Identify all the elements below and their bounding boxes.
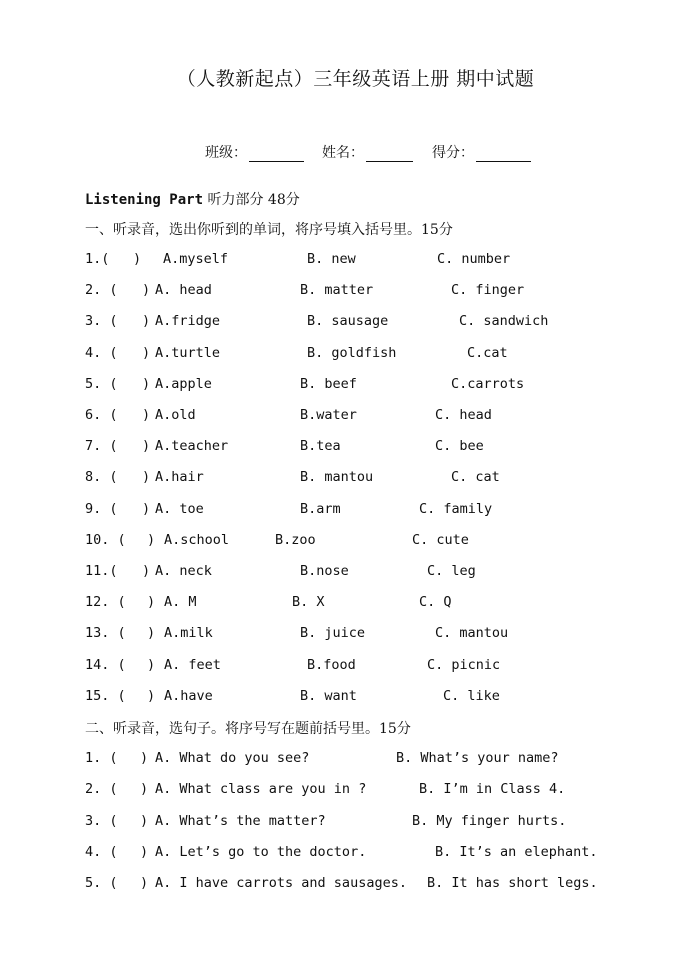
option-b: B. X	[292, 594, 325, 611]
answer-bracket[interactable]: )	[140, 750, 149, 766]
option-a: A. What class are you in ?	[155, 781, 367, 798]
option-a: A. What’s the matter?	[155, 812, 326, 829]
answer-bracket[interactable]: )	[147, 531, 156, 548]
name-label: 姓名：	[322, 145, 364, 161]
score-label: 得分：	[432, 145, 474, 161]
option-b: B. mantou	[300, 469, 374, 486]
question-row	[85, 844, 645, 864]
option-a: A.have	[164, 687, 213, 704]
question-number: 5. (	[85, 875, 118, 892]
option-b: B.food	[307, 656, 356, 673]
option-b: B. My finger hurts.	[412, 812, 567, 829]
listening-part-zh: 听力部分 48分	[203, 192, 300, 208]
option-b: B. sausage	[307, 313, 389, 330]
option-c: C. number	[437, 251, 511, 267]
option-a: A. toe	[155, 500, 204, 517]
score-field	[432, 142, 531, 162]
answer-bracket[interactable]: )	[142, 313, 151, 330]
question-row	[85, 688, 645, 708]
question-number: 7. (	[85, 438, 118, 455]
option-a: A.hair	[155, 469, 204, 486]
option-b: B.nose	[300, 563, 349, 579]
option-a: A. I have carrots and sausages.	[155, 875, 407, 892]
option-c: C. Q	[419, 594, 452, 611]
answer-bracket[interactable]: )	[147, 687, 156, 704]
question-number: 6. (	[85, 407, 118, 423]
section1-heading: 一、听录音，选出你听到的单词，将序号填入括号里。15分	[85, 222, 453, 238]
answer-bracket[interactable]: )	[140, 875, 149, 892]
option-c: C.carrots	[451, 375, 525, 392]
answer-bracket[interactable]: )	[140, 812, 149, 829]
question-number: 8. (	[85, 469, 118, 486]
score-blank[interactable]	[476, 146, 531, 162]
option-a: A.myself	[163, 251, 229, 267]
question-row	[85, 781, 645, 801]
option-a: A. M	[164, 594, 197, 611]
question-number: 9. (	[85, 500, 118, 517]
option-b: B. It has short legs.	[427, 875, 598, 892]
question-number: 1. (	[85, 750, 118, 766]
option-a: A.teacher	[155, 438, 229, 455]
answer-bracket[interactable]: )	[133, 251, 142, 267]
question-number: 15. (	[85, 687, 126, 704]
question-number: 4. (	[85, 344, 118, 361]
option-b: B. juice	[300, 625, 366, 642]
question-number: 14. (	[85, 656, 126, 673]
answer-bracket[interactable]: )	[147, 656, 156, 673]
question-number: 2. (	[85, 282, 118, 299]
question-number: 1.(	[85, 251, 110, 267]
option-b: B. matter	[300, 282, 374, 299]
option-c: C. finger	[451, 282, 525, 299]
question-number: 5. (	[85, 375, 118, 392]
option-b: B.arm	[300, 500, 341, 517]
option-b: B. want	[300, 687, 357, 704]
question-row	[85, 469, 645, 489]
listening-part-heading	[85, 189, 300, 209]
option-b: B.water	[300, 407, 357, 423]
question-row	[85, 813, 645, 833]
question-number: 3. (	[85, 313, 118, 330]
question-number: 4. (	[85, 843, 118, 860]
answer-bracket[interactable]: )	[142, 282, 151, 299]
option-b: B.zoo	[275, 531, 316, 548]
question-row	[85, 438, 645, 458]
option-c: C. sandwich	[459, 313, 549, 330]
option-a: A. Let’s go to the doctor.	[155, 843, 367, 860]
answer-bracket[interactable]: )	[140, 781, 149, 798]
section2-heading: 二、听录音，选句子。将序号写在题前括号里。15分	[85, 721, 411, 737]
question-row	[85, 657, 645, 677]
option-c: C. picnic	[427, 656, 501, 673]
question-row	[85, 532, 645, 552]
name-blank[interactable]	[366, 146, 413, 162]
question-row	[85, 376, 645, 396]
question-number: 11.(	[85, 563, 118, 579]
option-c: C. head	[435, 407, 492, 423]
option-a: A.fridge	[155, 313, 221, 330]
answer-bracket[interactable]: )	[142, 469, 151, 486]
option-c: C. mantou	[435, 625, 509, 642]
option-c: C. cute	[412, 531, 469, 548]
option-a: A.school	[164, 531, 230, 548]
listening-part-en: Listening Part	[85, 192, 204, 208]
option-b: B. new	[307, 251, 356, 267]
question-row	[85, 407, 645, 427]
question-number: 3. (	[85, 812, 118, 829]
option-a: A. head	[155, 282, 212, 299]
question-row	[85, 251, 645, 271]
option-a: A.apple	[155, 375, 212, 392]
option-c: C. bee	[435, 438, 484, 455]
question-row	[85, 625, 645, 645]
answer-bracket[interactable]: )	[147, 625, 156, 642]
question-row	[85, 501, 645, 521]
question-row	[85, 563, 645, 583]
student-info	[205, 142, 531, 162]
question-row	[85, 750, 645, 770]
question-row	[85, 345, 645, 365]
question-row	[85, 875, 645, 895]
option-c: C.cat	[467, 344, 508, 361]
option-c: C. like	[443, 687, 500, 704]
question-number: 10. (	[85, 531, 126, 548]
option-b: B. beef	[300, 375, 357, 392]
name-field	[322, 142, 413, 162]
option-a: A. neck	[155, 563, 212, 579]
question-number: 13. (	[85, 625, 126, 642]
option-b: B. I’m in Class 4.	[419, 781, 566, 798]
question-row	[85, 594, 645, 614]
option-c: C. leg	[427, 563, 476, 579]
answer-bracket[interactable]: )	[142, 563, 151, 579]
option-b: B. It’s an elephant.	[435, 843, 598, 860]
answer-bracket[interactable]: )	[147, 594, 156, 611]
class-label: 班级：	[205, 145, 247, 161]
question-number: 2. (	[85, 781, 118, 798]
option-a: A.old	[155, 407, 196, 423]
option-a: A. What do you see?	[155, 750, 310, 766]
question-number: 12. (	[85, 594, 126, 611]
answer-bracket[interactable]: )	[140, 843, 149, 860]
option-b: B. goldfish	[307, 344, 397, 361]
option-a: A.turtle	[155, 344, 221, 361]
option-a: A.milk	[164, 625, 213, 642]
answer-bracket[interactable]: )	[142, 375, 151, 392]
option-c: C. cat	[451, 469, 500, 486]
question-row	[85, 282, 645, 302]
class-field	[205, 142, 304, 162]
answer-bracket[interactable]: )	[142, 407, 151, 423]
option-b: B. What’s your name?	[396, 750, 559, 766]
answer-bracket[interactable]: )	[142, 344, 151, 361]
option-c: C. family	[419, 500, 493, 517]
option-a: A. feet	[164, 656, 221, 673]
option-b: B.tea	[300, 438, 341, 455]
class-blank[interactable]	[249, 146, 304, 162]
question-row	[85, 313, 645, 333]
answer-bracket[interactable]: )	[142, 500, 151, 517]
answer-bracket[interactable]: )	[142, 438, 151, 455]
page-title: （人教新起点）三年级英语上册 期中试题	[176, 68, 535, 90]
